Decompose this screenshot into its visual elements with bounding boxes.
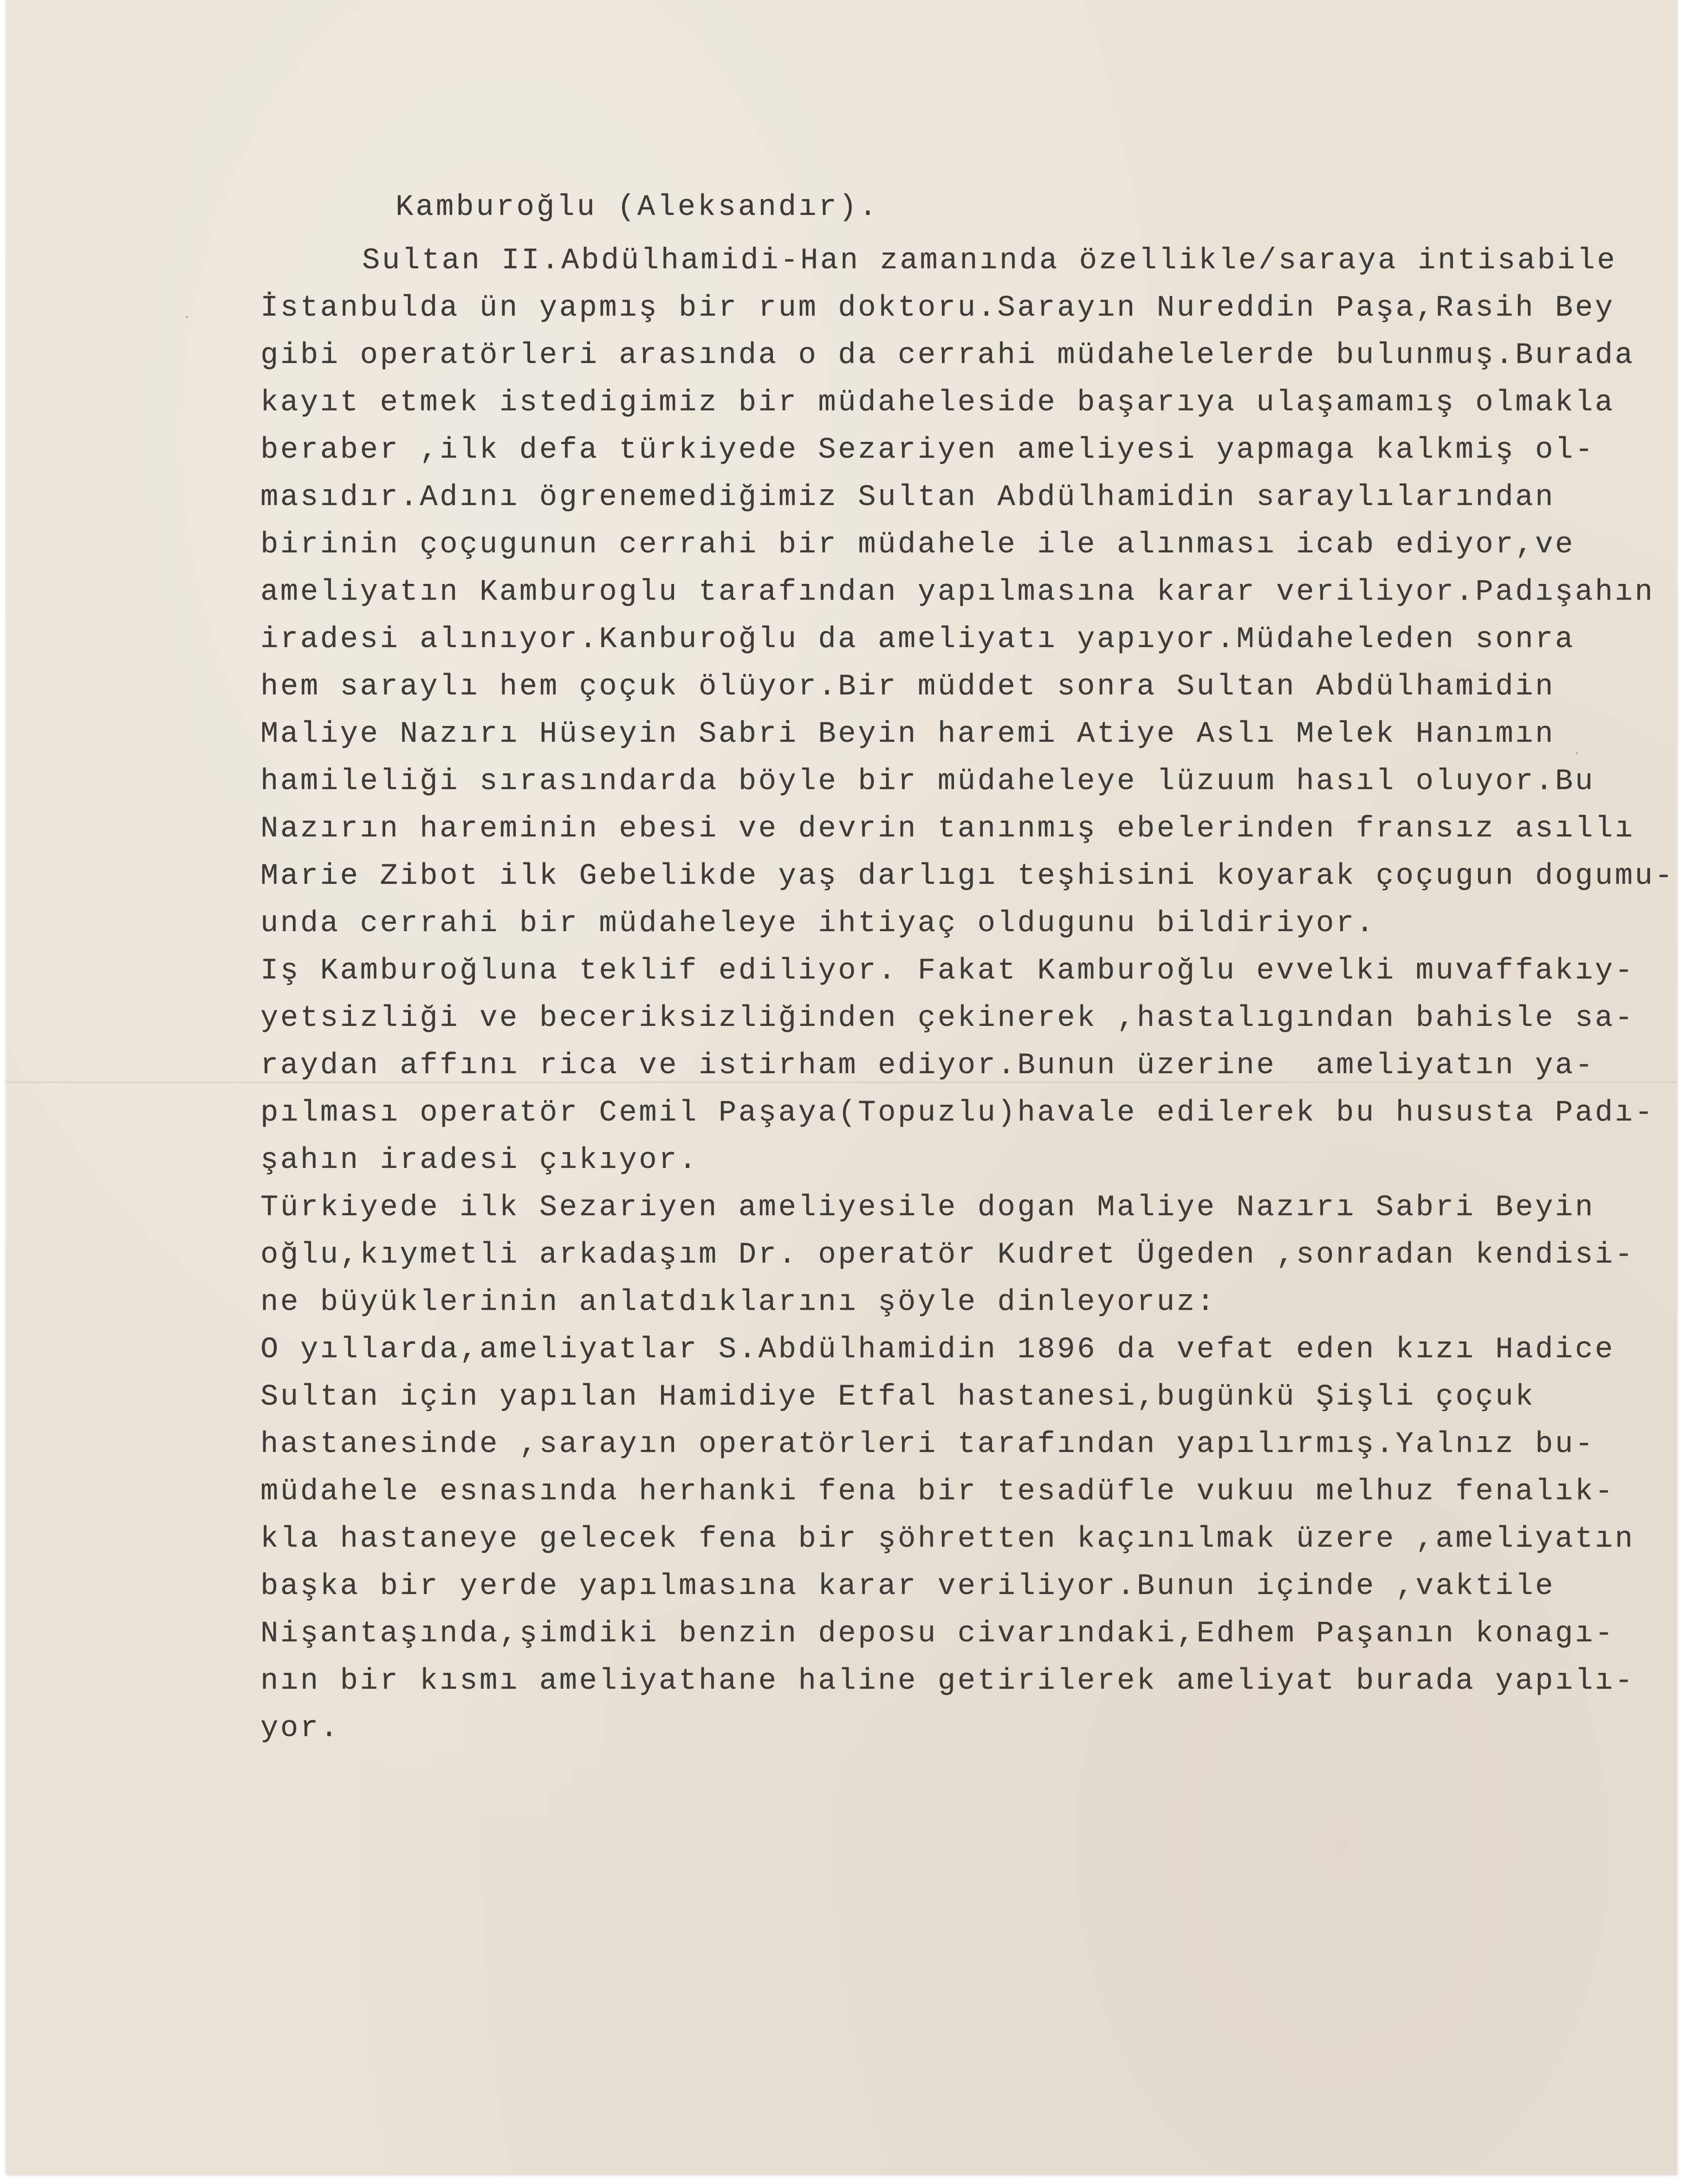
text-line: Maliye Nazırı Hüseyin Sabri Beyin haremi Atiye Aslı Melek Hanımın [260,718,1555,751]
text-line: kayıt etmek istedigimiz bir müdaheleside başarıya ulaşamamış olmakla [260,386,1615,420]
text-line: Marie Zibot ilk Gebelikde yaş darlıgı teşhisini koyarak çoçugun dogumu- [260,860,1675,893]
text-line: Nazırın hareminin ebesi ve devrin tanınmış ebelerinden fransız asıllı [260,812,1635,846]
text-line: müdahele esnasında herhanki fena bir tesadüfle vukuu melhuz fenalık- [260,1475,1615,1509]
text-line: Nişantaşında,şimdiki benzin deposu civarındaki,Edhem Paşanın konagı- [260,1617,1615,1651]
text-line: beraber ,ilk defa türkiyede Sezariyen ameliyesi yapmaga kalkmiş ol- [260,434,1595,467]
text-line: ne büyüklerinin anlatdıklarını şöyle dinleyoruz: [260,1286,1217,1319]
text-line: Türkiyede ilk Sezariyen ameliyesile dogan Maliye Nazırı Sabri Beyin [260,1191,1595,1225]
text-line: oğlu,kıymetli arkadaşım Dr. operatör Kudret Ügeden ,sonradan kendisi- [260,1238,1635,1272]
text-line: başka bir yerde yapılmasına karar veriliyor.Bunun içinde ,vaktile [260,1570,1555,1603]
text-line: Sultan II.Abdülhamidi-Han zamanında özellikle/saraya intisabile [362,244,1617,278]
text-line: masıdır.Adını ögrenemediğimiz Sultan Abdülhamidin saraylılarından [260,481,1555,514]
text-line: birinin çoçugunun cerrahi bir müdahele ile alınması icab ediyor,ve [260,528,1575,562]
typed-letter-body [6,0,1677,2175]
text-line: iradesi alınıyor.Kanburoğlu da ameliyatı yapıyor.Müdaheleden sonra [260,623,1575,656]
text-line: kla hastaneye gelecek fena bir şöhretten kaçınılmak üzere ,ameliyatın [260,1523,1635,1556]
text-line: raydan affını rica ve istirham ediyor.Bunun üzerine ameliyatın ya- [260,1049,1595,1082]
document-title: Kamburoğlu (Aleksandır). [396,191,879,224]
text-line: gibi operatörleri arasında o da cerrahi müdahelelerde bulunmuş.Burada [260,339,1635,372]
text-line: hem saraylı hem çoçuk ölüyor.Bir müddet sonra Sultan Abdülhamidin [260,670,1555,704]
text-line: unda cerrahi bir müdaheleye ihtiyaç oldugunu bildiriyor. [260,907,1376,940]
text-line: ameliyatın Kamburoglu tarafından yapılmasına karar veriliyor.Padışahın [260,576,1655,609]
text-line: O yıllarda,ameliyatlar S.Abdülhamidin 1896 da vefat eden kızı Hadice [260,1333,1615,1367]
text-line: İstanbulda ün yapmış bir rum doktoru.Sarayın Nureddin Paşa,Rasih Bey [260,292,1615,325]
text-line: nın bir kısmı ameliyathane haline getirilerek ameliyat burada yapılı- [260,1665,1635,1698]
paper-sheet [6,0,1677,2175]
text-line: yetsizliği ve beceriksizliğinden çekinerek ,hastalıgından bahisle sa- [260,1002,1635,1035]
text-line: Iş Kamburoğluna teklif ediliyor. Fakat Kamburoğlu evvelki muvaffakıy- [260,954,1635,988]
text-line: hamileliği sırasındarda böyle bir müdaheleye lüzuum hasıl oluyor.Bu [260,765,1595,798]
text-line: yor. [260,1712,340,1745]
text-line: Sultan için yapılan Hamidiye Etfal hastanesi,bugünkü Şişli çoçuk [260,1380,1535,1414]
text-line: şahın iradesi çıkıyor. [260,1144,699,1177]
text-line: hastanesinde ,sarayın operatörleri tarafından yapılırmış.Yalnız bu- [260,1428,1595,1461]
text-line: pılması operatör Cemil Paşaya(Topuzlu)havale edilerek bu hususta Padı- [260,1096,1655,1130]
